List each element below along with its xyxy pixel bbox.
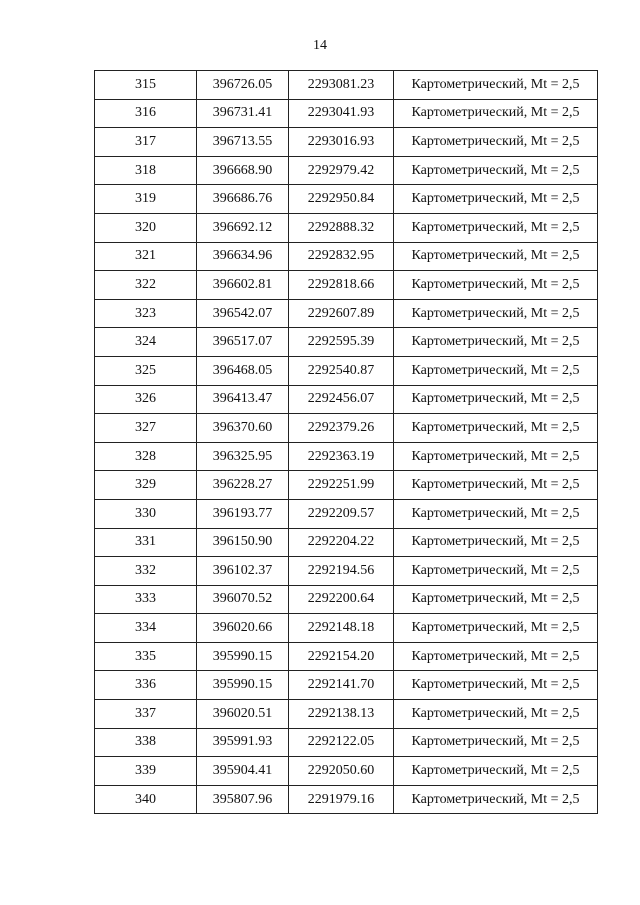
x-coordinate-cell: 395904.41: [197, 757, 289, 786]
table-row: [95, 128, 598, 157]
x-coordinate-cell: 396517.07: [197, 328, 289, 357]
table-row: [95, 99, 598, 128]
table-row: [95, 700, 598, 729]
table-row: [95, 328, 598, 357]
x-coordinate-cell: 396150.90: [197, 528, 289, 557]
method-cell: Картометрический, Mt = 2,5: [394, 328, 598, 357]
x-coordinate-cell: 396668.90: [197, 156, 289, 185]
y-coordinate-cell: 2292950.84: [289, 185, 394, 214]
table-row: [95, 271, 598, 300]
point-number-cell: 317: [95, 128, 197, 157]
y-coordinate-cell: 2292200.64: [289, 585, 394, 614]
y-coordinate-cell: 2292379.26: [289, 414, 394, 443]
method-cell: Картометрический, Mt = 2,5: [394, 213, 598, 242]
point-number-cell: 337: [95, 700, 197, 729]
x-coordinate-cell: 396542.07: [197, 299, 289, 328]
method-cell: Картометрический, Mt = 2,5: [394, 156, 598, 185]
x-coordinate-cell: 396602.81: [197, 271, 289, 300]
y-coordinate-cell: 2292204.22: [289, 528, 394, 557]
table-row: [95, 242, 598, 271]
y-coordinate-cell: 2292154.20: [289, 642, 394, 671]
x-coordinate-cell: 395990.15: [197, 671, 289, 700]
y-coordinate-cell: 2293041.93: [289, 99, 394, 128]
table-row: [95, 557, 598, 586]
point-number-cell: 331: [95, 528, 197, 557]
x-coordinate-cell: 396413.47: [197, 385, 289, 414]
method-cell: Картометрический, Mt = 2,5: [394, 700, 598, 729]
x-coordinate-cell: 396020.66: [197, 614, 289, 643]
method-cell: Картометрический, Mt = 2,5: [394, 585, 598, 614]
point-number-cell: 315: [95, 71, 197, 100]
method-cell: Картометрический, Mt = 2,5: [394, 728, 598, 757]
method-cell: Картометрический, Mt = 2,5: [394, 356, 598, 385]
y-coordinate-cell: 2292832.95: [289, 242, 394, 271]
x-coordinate-cell: 396634.96: [197, 242, 289, 271]
point-number-cell: 338: [95, 728, 197, 757]
table-row: [95, 471, 598, 500]
x-coordinate-cell: 396228.27: [197, 471, 289, 500]
coordinates-table-body: [95, 71, 598, 814]
point-number-cell: 322: [95, 271, 197, 300]
point-number-cell: 328: [95, 442, 197, 471]
table-row: [95, 71, 598, 100]
method-cell: Картометрический, Mt = 2,5: [394, 757, 598, 786]
table-row: [95, 385, 598, 414]
table-row: [95, 442, 598, 471]
method-cell: Картометрический, Mt = 2,5: [394, 242, 598, 271]
point-number-cell: 327: [95, 414, 197, 443]
table-row: [95, 785, 598, 814]
page-number: 14: [313, 38, 327, 53]
x-coordinate-cell: 396713.55: [197, 128, 289, 157]
point-number-cell: 329: [95, 471, 197, 500]
method-cell: Картометрический, Mt = 2,5: [394, 271, 598, 300]
x-coordinate-cell: 395990.15: [197, 642, 289, 671]
y-coordinate-cell: 2292888.32: [289, 213, 394, 242]
point-number-cell: 334: [95, 614, 197, 643]
method-cell: Картометрический, Mt = 2,5: [394, 785, 598, 814]
point-number-cell: 326: [95, 385, 197, 414]
method-cell: Картометрический, Mt = 2,5: [394, 414, 598, 443]
y-coordinate-cell: 2292141.70: [289, 671, 394, 700]
method-cell: Картометрический, Mt = 2,5: [394, 128, 598, 157]
y-coordinate-cell: 2293016.93: [289, 128, 394, 157]
coordinates-table: [94, 70, 598, 814]
y-coordinate-cell: 2292818.66: [289, 271, 394, 300]
x-coordinate-cell: 396102.37: [197, 557, 289, 586]
x-coordinate-cell: 396731.41: [197, 99, 289, 128]
method-cell: Картометрический, Mt = 2,5: [394, 642, 598, 671]
point-number-cell: 316: [95, 99, 197, 128]
point-number-cell: 336: [95, 671, 197, 700]
table-row: [95, 499, 598, 528]
x-coordinate-cell: 396070.52: [197, 585, 289, 614]
y-coordinate-cell: 2292138.13: [289, 700, 394, 729]
point-number-cell: 332: [95, 557, 197, 586]
table-row: [95, 414, 598, 443]
y-coordinate-cell: 2292050.60: [289, 757, 394, 786]
method-cell: Картометрический, Mt = 2,5: [394, 499, 598, 528]
method-cell: Картометрический, Mt = 2,5: [394, 614, 598, 643]
x-coordinate-cell: 396686.76: [197, 185, 289, 214]
table-row: [95, 185, 598, 214]
x-coordinate-cell: 396325.95: [197, 442, 289, 471]
table-row: [95, 299, 598, 328]
method-cell: Картометрический, Mt = 2,5: [394, 471, 598, 500]
point-number-cell: 320: [95, 213, 197, 242]
point-number-cell: 335: [95, 642, 197, 671]
point-number-cell: 319: [95, 185, 197, 214]
x-coordinate-cell: 396692.12: [197, 213, 289, 242]
point-number-cell: 318: [95, 156, 197, 185]
y-coordinate-cell: 2292979.42: [289, 156, 394, 185]
table-row: [95, 585, 598, 614]
y-coordinate-cell: 2292194.56: [289, 557, 394, 586]
method-cell: Картометрический, Mt = 2,5: [394, 557, 598, 586]
point-number-cell: 324: [95, 328, 197, 357]
method-cell: Картометрический, Mt = 2,5: [394, 185, 598, 214]
point-number-cell: 321: [95, 242, 197, 271]
y-coordinate-cell: 2293081.23: [289, 71, 394, 100]
method-cell: Картометрический, Mt = 2,5: [394, 99, 598, 128]
y-coordinate-cell: 2291979.16: [289, 785, 394, 814]
point-number-cell: 330: [95, 499, 197, 528]
y-coordinate-cell: 2292595.39: [289, 328, 394, 357]
point-number-cell: 339: [95, 757, 197, 786]
x-coordinate-cell: 395807.96: [197, 785, 289, 814]
method-cell: Картометрический, Mt = 2,5: [394, 442, 598, 471]
table-row: [95, 757, 598, 786]
table-row: [95, 528, 598, 557]
x-coordinate-cell: 396726.05: [197, 71, 289, 100]
table-row: [95, 356, 598, 385]
table-row: [95, 671, 598, 700]
point-number-cell: 340: [95, 785, 197, 814]
table-row: [95, 642, 598, 671]
x-coordinate-cell: 396370.60: [197, 414, 289, 443]
y-coordinate-cell: 2292122.05: [289, 728, 394, 757]
x-coordinate-cell: 396193.77: [197, 499, 289, 528]
x-coordinate-cell: 395991.93: [197, 728, 289, 757]
table-row: [95, 728, 598, 757]
point-number-cell: 325: [95, 356, 197, 385]
y-coordinate-cell: 2292148.18: [289, 614, 394, 643]
table-row: [95, 614, 598, 643]
method-cell: Картометрический, Mt = 2,5: [394, 299, 598, 328]
point-number-cell: 333: [95, 585, 197, 614]
y-coordinate-cell: 2292607.89: [289, 299, 394, 328]
table-row: [95, 156, 598, 185]
x-coordinate-cell: 396468.05: [197, 356, 289, 385]
y-coordinate-cell: 2292456.07: [289, 385, 394, 414]
y-coordinate-cell: 2292251.99: [289, 471, 394, 500]
y-coordinate-cell: 2292540.87: [289, 356, 394, 385]
x-coordinate-cell: 396020.51: [197, 700, 289, 729]
point-number-cell: 323: [95, 299, 197, 328]
method-cell: Картометрический, Mt = 2,5: [394, 71, 598, 100]
method-cell: Картометрический, Mt = 2,5: [394, 671, 598, 700]
table-row: [95, 213, 598, 242]
y-coordinate-cell: 2292363.19: [289, 442, 394, 471]
method-cell: Картометрический, Mt = 2,5: [394, 385, 598, 414]
method-cell: Картометрический, Mt = 2,5: [394, 528, 598, 557]
y-coordinate-cell: 2292209.57: [289, 499, 394, 528]
